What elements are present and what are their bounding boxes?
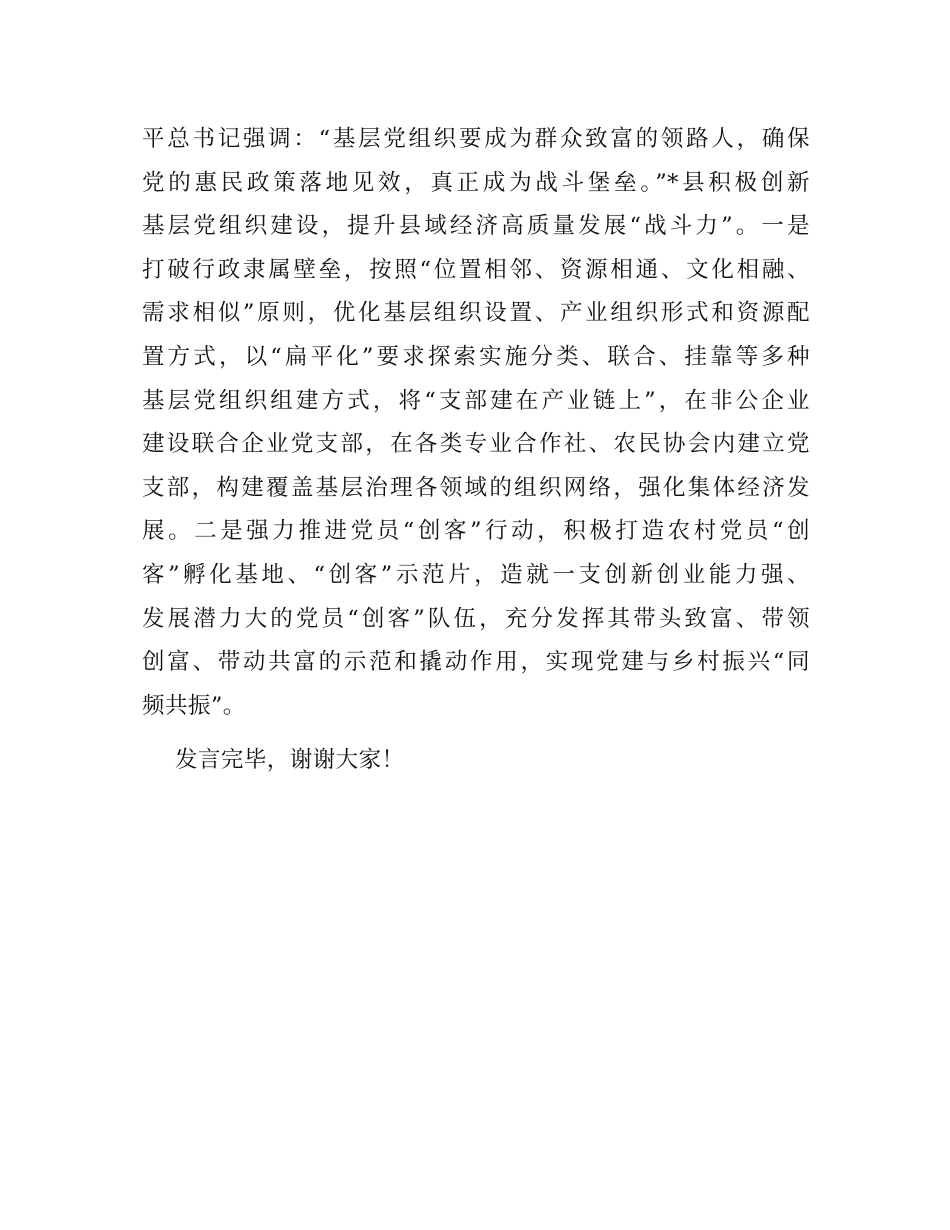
paragraph-line: 党的惠民政策落地见效，真正成为战斗堡垒。”*县积极创新: [142, 169, 810, 196]
paragraph-line: 发展潜力大的党员“创客”队伍，充分发挥其带头致富、带领: [142, 605, 810, 632]
closing-remark: 发言完毕，谢谢大家！: [175, 747, 405, 773]
paragraph-line: 支部，构建覆盖基层治理各领域的组织网络，强化集体经济发: [142, 474, 810, 501]
paragraph-line: 打破行政隶属壁垒，按照“位置相邻、资源相通、文化相融、: [142, 256, 810, 283]
body-paragraph: [142, 118, 810, 728]
paragraph-line: 建设联合企业党支部，在各类专业合作社、农民协会内建立党: [142, 431, 810, 458]
paragraph-line: 平总书记强调：“基层党组织要成为群众致富的领路人，确保: [142, 126, 810, 152]
paragraph-line: 基层党组织组建方式，将“支部建在产业链上”，在非公企业: [142, 387, 810, 414]
paragraph-line-last: 频共振”。: [142, 692, 246, 719]
paragraph-line: 创富、带动共富的示范和撬动作用，实现党建与乡村振兴“同: [142, 649, 810, 676]
paragraph-line: 基层党组织建设，提升县域经济高质量发展“战斗力”。一是: [142, 213, 810, 240]
paragraph-line: 展。二是强力推进党员“创客”行动，积极打造农村党员“创: [142, 518, 810, 545]
paragraph-line: 置方式，以“扁平化”要求探索实施分类、联合、挂靠等多种: [142, 343, 810, 370]
paragraph-line: 需求相似”原则，优化基层组织设置、产业组织形式和资源配: [142, 300, 810, 327]
paragraph-line: 客”孵化基地、“创客”示范片，造就一支创新创业能力强、: [142, 561, 810, 588]
